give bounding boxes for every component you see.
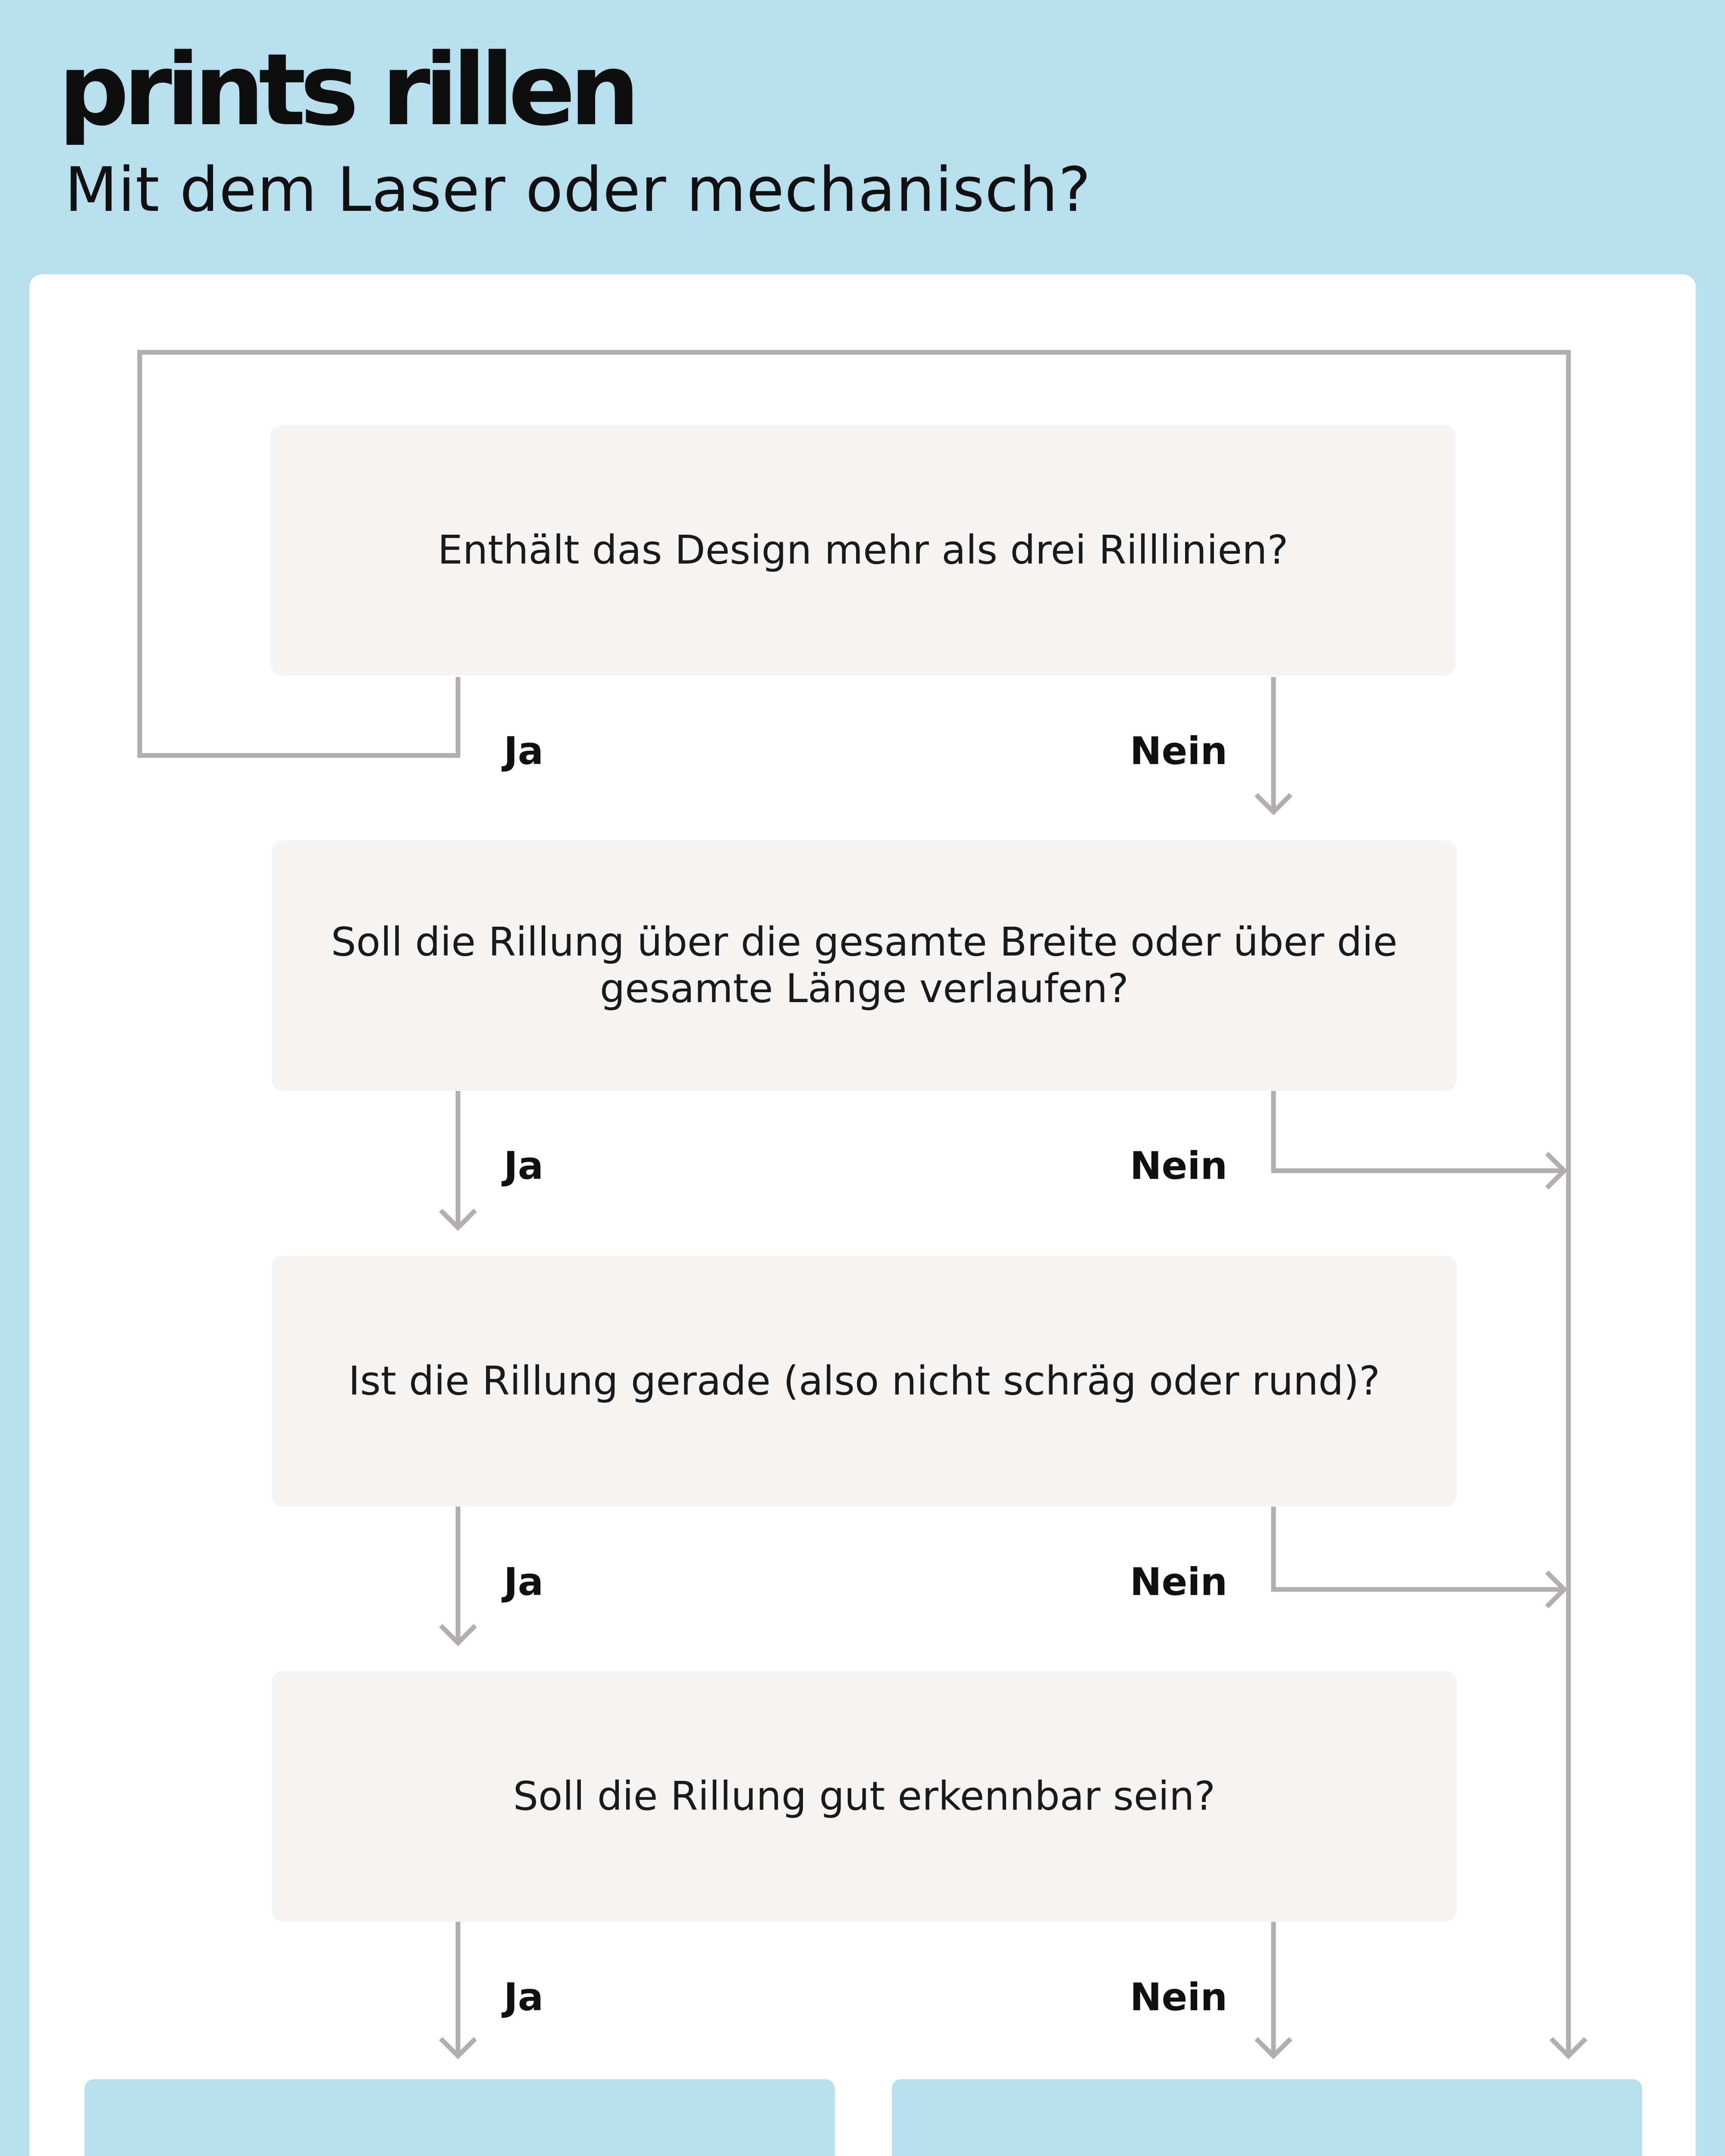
question-box-straight (272, 1256, 1457, 1507)
answer-no-label: Nein (1130, 729, 1228, 773)
question-text: Enthält das Design mehr als drei Rilllinien? (437, 527, 1289, 573)
connector-q3-no (1273, 1507, 1564, 1589)
answer-no-label: Nein (1130, 1975, 1228, 2019)
question-box-visible (272, 1671, 1457, 1922)
question-text: Soll die Rillung gut erkennbar sein? (513, 1773, 1216, 1820)
result-box-mechanical (85, 2079, 835, 2156)
result-box-laser (892, 2079, 1642, 2156)
page-subtitle: Mit dem Laser oder mechanisch? (65, 154, 1091, 226)
question-box-full-width (272, 840, 1457, 1091)
answer-yes-label: Ja (504, 729, 544, 773)
connector-q2-no (1273, 1091, 1564, 1171)
answer-yes-label: Ja (504, 1144, 544, 1188)
answer-yes-label: Ja (504, 1975, 544, 2019)
question-text: Ist die Rillung gerade (also nicht schräg oder rund)? (348, 1358, 1380, 1404)
answer-no-label: Nein (1130, 1144, 1228, 1188)
answer-yes-label: Ja (504, 1560, 544, 1604)
question-box-design-lines (270, 425, 1455, 676)
question-text: Soll die Rillung über die gesamte Breite oder über die gesamte Länge verlaufen? (331, 919, 1398, 1012)
brand-title: prints rillen (58, 33, 634, 148)
answer-no-label: Nein (1130, 1560, 1228, 1604)
